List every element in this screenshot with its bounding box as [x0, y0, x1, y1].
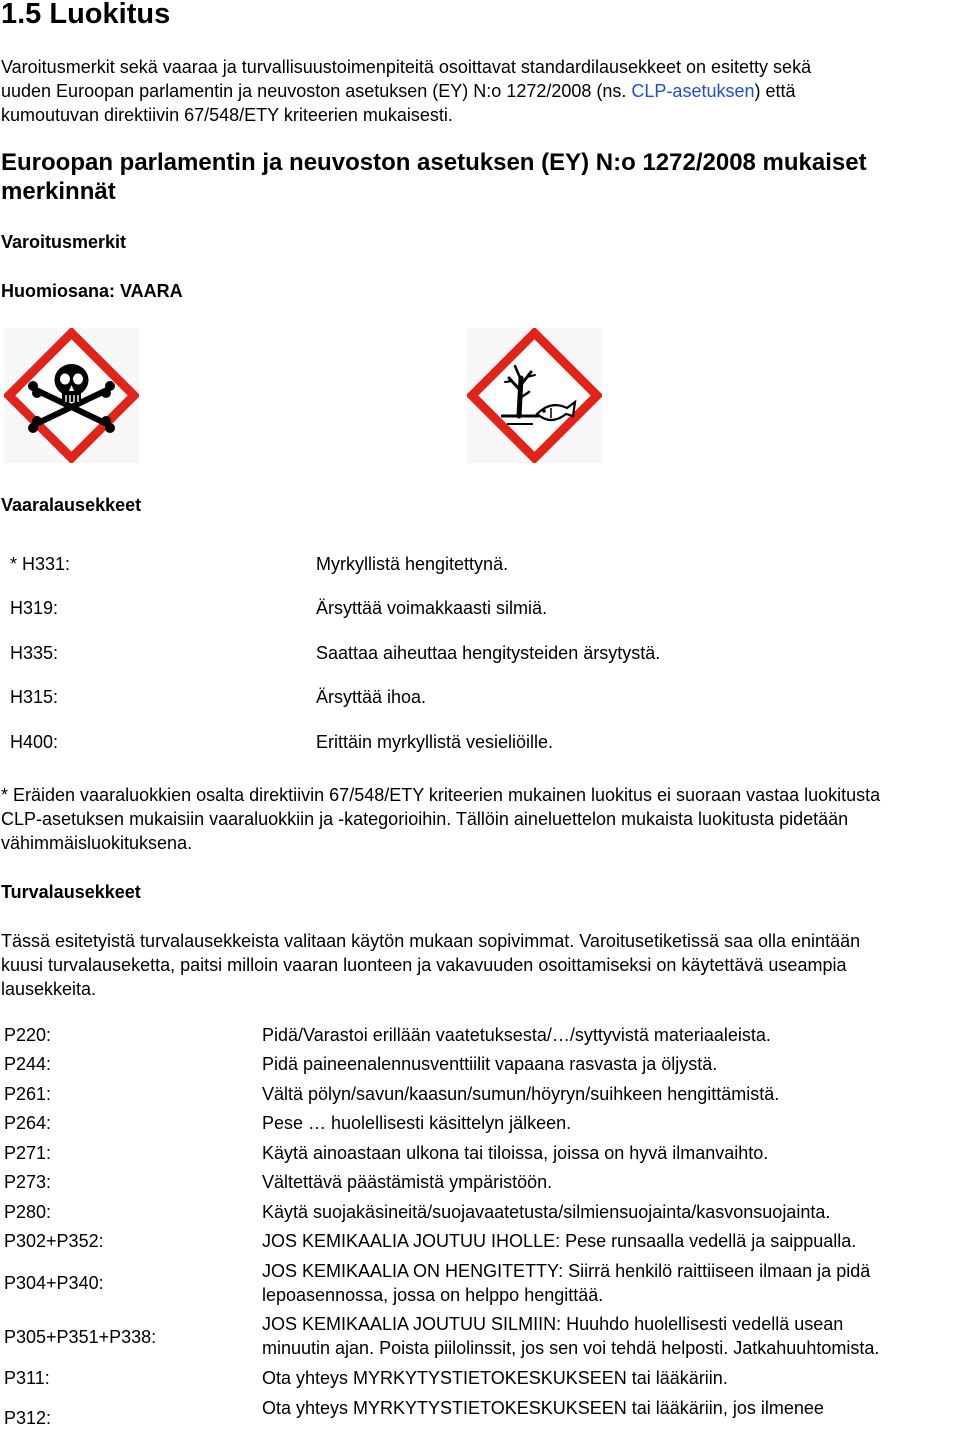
hazard-text: Ärsyttää ihoa. [316, 687, 427, 707]
hazard-code: H319: [10, 598, 59, 618]
precaution-text: minuutin ajan. Poista piilolinssit, jos sen voi tehdä helposti. Jatkahuuhtomista. [262, 1338, 880, 1358]
precaution-intro-line-2: kuusi turvalauseketta, paitsi milloin vaaran luonteen ja vakavuuden osoittamiseksi on käytettävä useampia [1, 955, 847, 975]
precaution-code: P220: [4, 1025, 52, 1045]
precaution-intro-line-3: lausekkeita. [1, 979, 97, 999]
section-title: 1.5 Luokitus [1, 0, 171, 30]
precaution-code: P280: [4, 1202, 52, 1222]
precaution-text: Käytä ainoastaan ulkona tai tiloissa, joissa on hyvä ilmanvaihto. [262, 1143, 769, 1163]
precaution-code: P305+P351+P338: [4, 1327, 157, 1347]
precaution-code: P271: [4, 1143, 52, 1163]
precaution-text: JOS KEMIKAALIA JOUTUU SILMIIN: Huuhdo huolellisesti vedellä usean [262, 1314, 844, 1334]
hazard-code: H335: [10, 643, 59, 663]
precaution-code: P264: [4, 1113, 52, 1133]
precaution-text: JOS KEMIKAALIA JOUTUU IHOLLE: Pese runsaalla vedellä ja saippualla. [262, 1231, 857, 1251]
hazard-text: Erittäin myrkyllistä vesieliöille. [316, 732, 554, 752]
precaution-text: Ota yhteys MYRKYTYSTIETOKESKUKSEEN tai lääkäriin, jos ilmenee [262, 1398, 824, 1418]
intro-line-2 [1, 79, 796, 103]
precaution-code: P273: [4, 1172, 52, 1192]
precaution-text: Ota yhteys MYRKYTYSTIETOKESKUKSEEN tai lääkäriin. [262, 1368, 728, 1388]
precaution-text: lepoasennossa, jossa on helppo hengittää. [262, 1285, 604, 1305]
footnote-line-3: vähimmäisluokituksena. [1, 833, 193, 853]
hazard-heading: Vaaralausekkeet [1, 495, 142, 515]
precaution-heading: Turvalausekkeet [1, 882, 141, 902]
hazard-text: Saattaa aiheuttaa hengitysteiden ärsytystä. [316, 643, 661, 663]
precaution-intro-line-1: Tässä esitetyistä turvalausekkeista valitaan käytön mukaan sopivimmat. Varoitusetiketissä saa olla enintään [1, 931, 861, 951]
precaution-text: Vältä pölyn/savun/kaasun/sumun/höyryn/suihkeen hengittämistä. [262, 1084, 780, 1104]
ghs-pictogram-toxic [4, 328, 139, 463]
footnote-line-2: CLP-asetuksen mukaisiin vaaraluokkiin ja -kategorioihin. Tällöin aineluettelon mukaista luokitusta pidetään [1, 809, 849, 829]
precaution-code: P261: [4, 1084, 52, 1104]
environment-dead-tree-fish-icon [467, 328, 602, 463]
intro-line-3: kumoutuvan direktiivin 67/548/ETY kriteerien mukaisesti. [1, 105, 453, 125]
precaution-code: P304+P340: [4, 1273, 104, 1293]
hazard-code: * H331: [10, 554, 71, 574]
precaution-text: Vältettävä päästämistä ympäristöön. [262, 1172, 553, 1192]
warning-marks-label: Varoitusmerkit [1, 232, 127, 252]
signal-word: Huomiosana: VAARA [1, 281, 183, 301]
skull-crossbones-icon [4, 328, 139, 463]
hazard-code: H315: [10, 687, 59, 707]
precaution-text: Käytä suojakäsineitä/suojavaatetusta/silmiensuojainta/kasvonsuojainta. [262, 1202, 831, 1222]
precaution-code: P311: [4, 1368, 50, 1388]
intro-line-1: Varoitusmerkit sekä vaaraa ja turvallisuustoimenpiteitä osoittavat standardilausekkeet on esitetty sekä [1, 57, 812, 77]
hazard-text: Myrkyllistä hengitettynä. [316, 554, 509, 574]
precaution-text: Pese … huolellisesti käsittelyn jälkeen. [262, 1113, 572, 1133]
clp-heading-line-2: merkinnät [1, 178, 116, 205]
precaution-code: P244: [4, 1054, 52, 1074]
footnote-line-1: * Eräiden vaaraluokkien osalta direktiivin 67/548/ETY kriteerien mukainen luokitus ei suoraan vastaa luokitusta [1, 785, 881, 805]
hazard-code: H400: [10, 732, 59, 752]
intro-text: uuden Euroopan parlamentin ja neuvoston asetuksen (EY) N:o 1272/2008 (ns. [1, 81, 632, 101]
clp-link[interactable]: CLP-asetuksen [631, 81, 755, 101]
ghs-pictogram-environment [467, 328, 602, 463]
precaution-text: JOS KEMIKAALIA ON HENGITETTY: Siirrä henkilö raittiiseen ilmaan ja pidä [262, 1261, 871, 1281]
precaution-code: P302+P352: [4, 1231, 104, 1251]
precaution-code: P312: [4, 1408, 52, 1428]
clp-heading-line-1: Euroopan parlamentin ja neuvoston asetuksen (EY) N:o 1272/2008 mukaiset [1, 149, 867, 176]
hazard-text: Ärsyttää voimakkaasti silmiä. [316, 598, 548, 618]
intro-text: ) että [754, 81, 796, 101]
precaution-text: Pidä paineenalennusventtiilit vapaana rasvasta ja öljystä. [262, 1054, 718, 1074]
precaution-text: Pidä/Varastoi erillään vaatetuksesta/…/syttyvistä materiaaleista. [262, 1025, 771, 1045]
